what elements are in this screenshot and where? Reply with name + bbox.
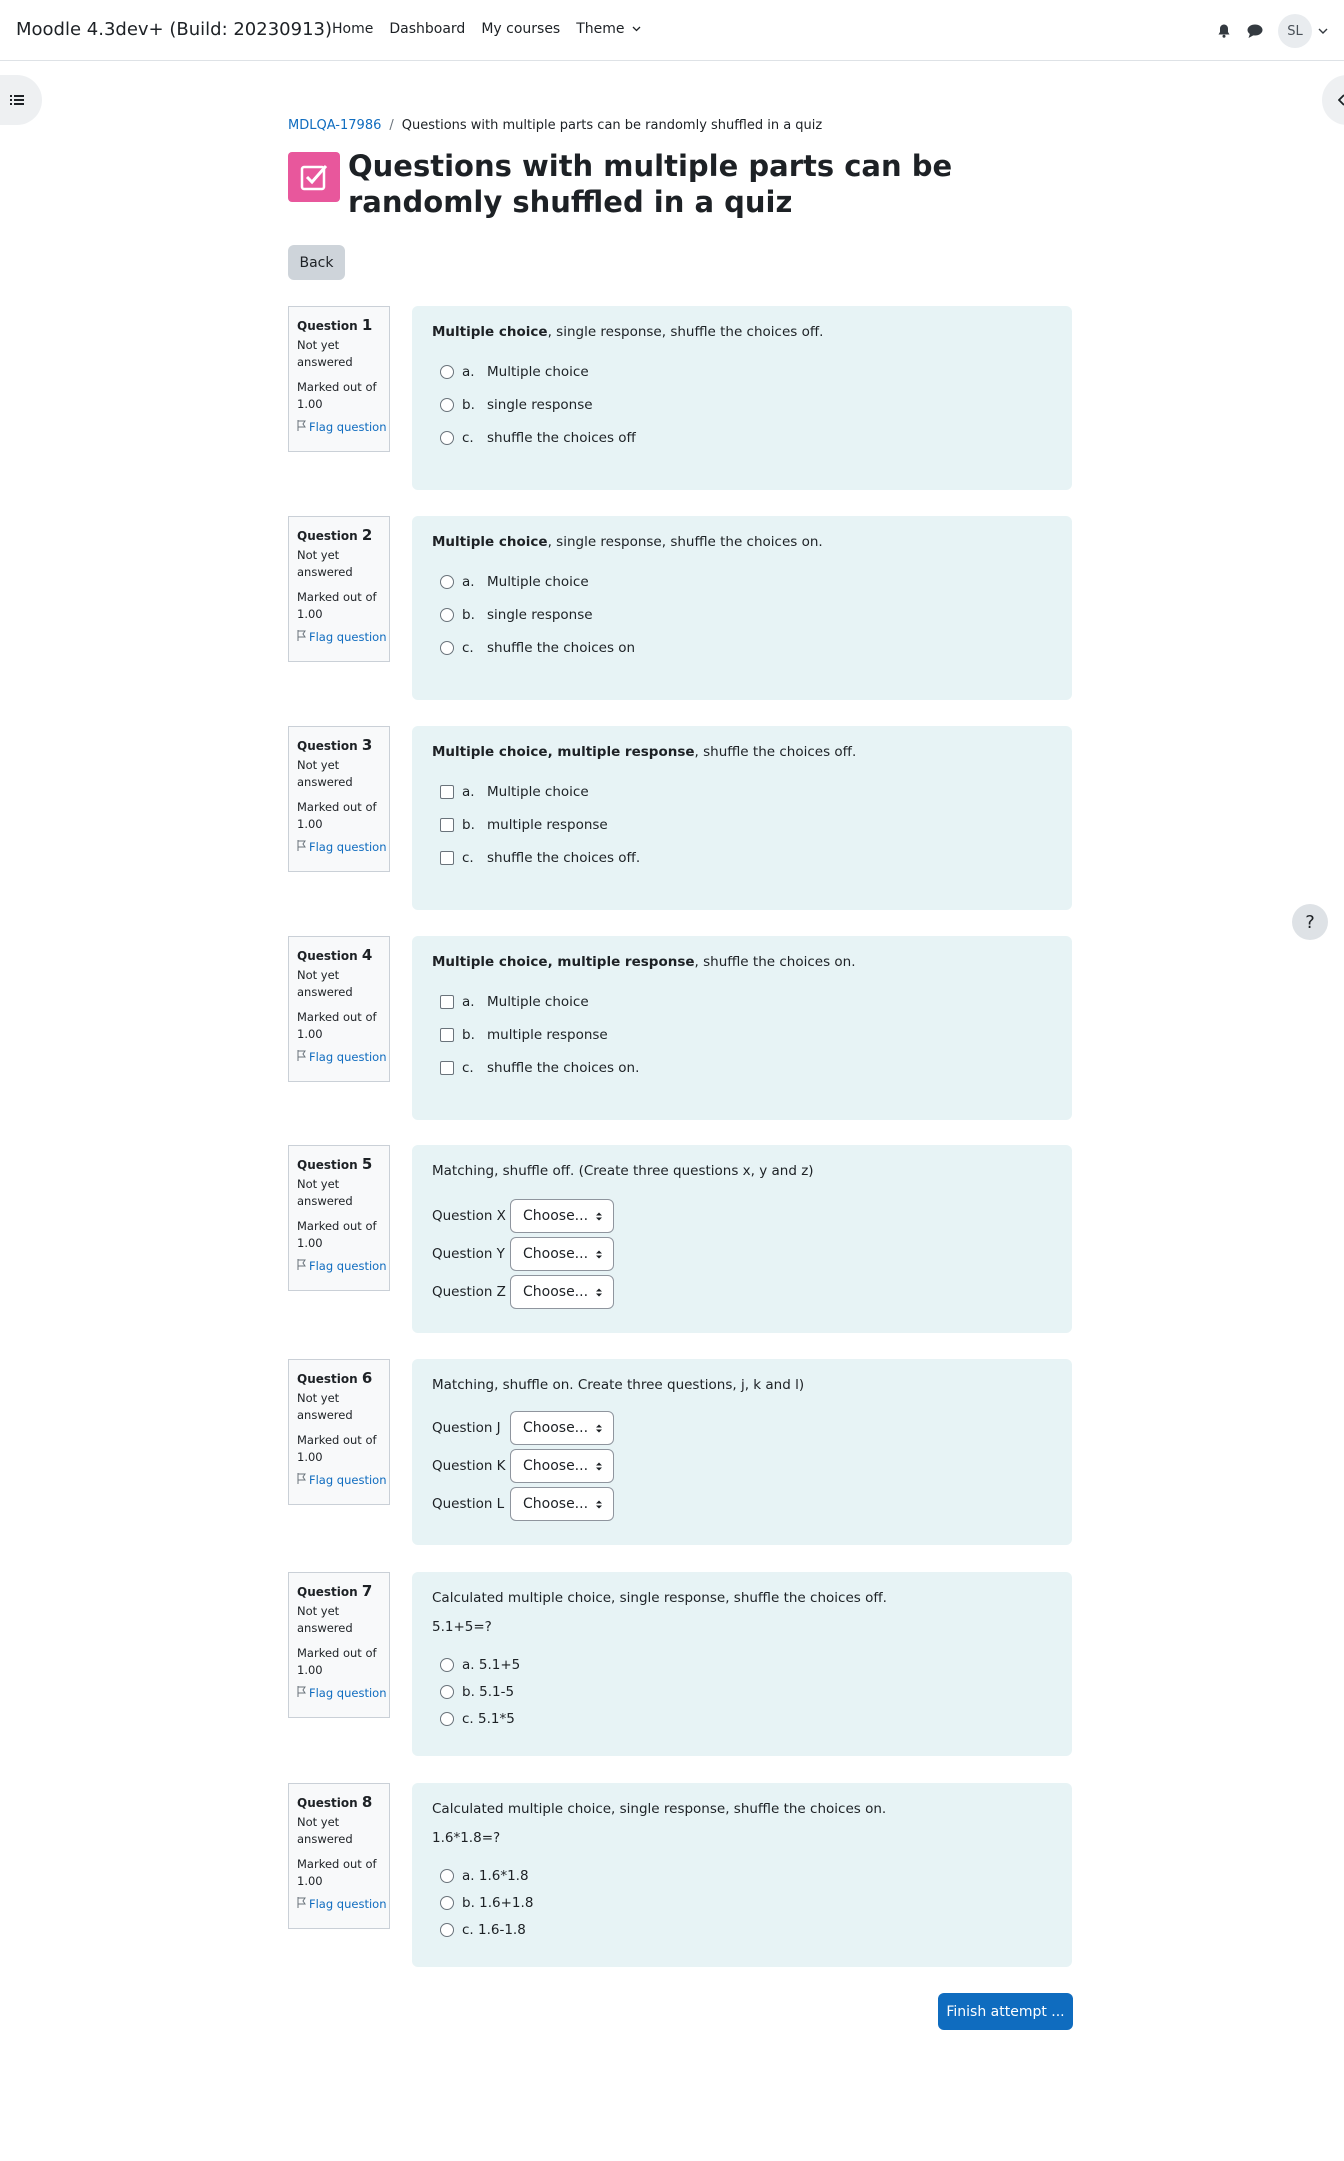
checkbox[interactable] bbox=[440, 1028, 454, 1042]
question-state: Not yet answered bbox=[297, 338, 353, 369]
primary-navigation bbox=[332, 21, 641, 37]
question-info bbox=[288, 936, 390, 1082]
nav-dashboard[interactable]: Dashboard bbox=[389, 21, 466, 37]
radio-button[interactable] bbox=[440, 365, 454, 379]
checkbox[interactable] bbox=[440, 995, 454, 1009]
question-formula: 5.1+5=? bbox=[432, 1619, 492, 1635]
flag-icon bbox=[297, 840, 306, 851]
matching-row bbox=[432, 1273, 1052, 1311]
matching-label: Question L bbox=[432, 1496, 505, 1512]
question-content bbox=[412, 1359, 1072, 1545]
question-text: Multiple choice, single response, shuffle the choices off. bbox=[432, 324, 824, 340]
choose-select[interactable]: Choose... bbox=[510, 1275, 614, 1309]
matching-row bbox=[432, 1197, 1052, 1235]
matching-label: Question Y bbox=[432, 1246, 505, 1262]
choice-option[interactable]: a. 1.6*1.8 bbox=[432, 1862, 1052, 1889]
question-info bbox=[288, 726, 390, 872]
chevron-down-icon bbox=[1318, 28, 1328, 34]
breadcrumb bbox=[288, 118, 822, 133]
question-content bbox=[412, 936, 1072, 1120]
nav-theme-label: Theme bbox=[576, 21, 625, 37]
choice-option[interactable]: a. 5.1+5 bbox=[432, 1651, 1052, 1678]
flag-question-link[interactable]: Flag question bbox=[297, 419, 381, 436]
matching-row bbox=[432, 1447, 1052, 1485]
choice-option[interactable]: a. Multiple choice bbox=[432, 775, 1052, 808]
choice-option[interactable]: b. 5.1-5 bbox=[432, 1678, 1052, 1705]
site-brand[interactable]: Moodle 4.3dev+ (Build: 20230913) bbox=[16, 19, 332, 40]
radio-button[interactable] bbox=[440, 1896, 454, 1910]
flag-question-link[interactable]: Flag question bbox=[297, 1049, 381, 1066]
radio-button[interactable] bbox=[440, 398, 454, 412]
matching-label: Question Z bbox=[432, 1284, 506, 1300]
flag-icon bbox=[297, 1259, 306, 1270]
choice-option[interactable]: b. multiple response bbox=[432, 808, 1052, 841]
choice-option[interactable]: a. Multiple choice bbox=[432, 355, 1052, 388]
choice-option[interactable]: a. Multiple choice bbox=[432, 565, 1052, 598]
matching-label: Question J bbox=[432, 1420, 501, 1436]
question-state: Not yet answered bbox=[297, 1391, 353, 1422]
question-content bbox=[412, 516, 1072, 700]
question-grade: Marked out of 1.00 bbox=[297, 800, 377, 831]
help-button[interactable]: ? bbox=[1292, 904, 1328, 940]
question-grade: Marked out of 1.00 bbox=[297, 1010, 377, 1041]
bell-icon[interactable] bbox=[1216, 23, 1232, 39]
choice-option[interactable]: b. single response bbox=[432, 388, 1052, 421]
user-menu[interactable] bbox=[1278, 14, 1328, 48]
flag-icon bbox=[297, 630, 306, 641]
question-state: Not yet answered bbox=[297, 548, 353, 579]
radio-button[interactable] bbox=[440, 608, 454, 622]
nav-my-courses[interactable]: My courses bbox=[481, 21, 561, 37]
sort-caret-icon bbox=[595, 1249, 603, 1260]
radio-button[interactable] bbox=[440, 575, 454, 589]
choice-option[interactable]: b. multiple response bbox=[432, 1018, 1052, 1051]
question-number: Question 3 bbox=[297, 736, 373, 754]
radio-button[interactable] bbox=[440, 1712, 454, 1726]
choose-select[interactable]: Choose... bbox=[510, 1411, 614, 1445]
choice-option[interactable]: c. 5.1*5 bbox=[432, 1705, 1052, 1732]
question-state: Not yet answered bbox=[297, 1177, 353, 1208]
chat-icon[interactable] bbox=[1246, 23, 1264, 39]
checkbox[interactable] bbox=[440, 818, 454, 832]
block-drawer-toggle[interactable] bbox=[1322, 75, 1344, 125]
matching-row bbox=[432, 1485, 1052, 1523]
checkbox[interactable] bbox=[440, 1061, 454, 1075]
choice-option[interactable]: c. shuffle the choices on. bbox=[432, 1051, 1052, 1084]
sort-caret-icon bbox=[595, 1499, 603, 1510]
sort-caret-icon bbox=[595, 1211, 603, 1222]
page-title: Questions with multiple parts can be randomly shuffled in a quiz bbox=[348, 149, 953, 219]
question-number: Question 4 bbox=[297, 946, 373, 964]
nav-theme[interactable] bbox=[576, 21, 641, 37]
radio-button[interactable] bbox=[440, 1685, 454, 1699]
question-content bbox=[412, 726, 1072, 910]
choice-option[interactable]: b. single response bbox=[432, 598, 1052, 631]
flag-question-link[interactable]: Flag question bbox=[297, 629, 381, 646]
question-info bbox=[288, 1359, 390, 1505]
question-content bbox=[412, 1783, 1072, 1967]
radio-button[interactable] bbox=[440, 1869, 454, 1883]
checkbox[interactable] bbox=[440, 851, 454, 865]
question-number: Question 7 bbox=[297, 1582, 373, 1600]
radio-button[interactable] bbox=[440, 1923, 454, 1937]
question-content bbox=[412, 1572, 1072, 1756]
question-formula: 1.6*1.8=? bbox=[432, 1830, 501, 1846]
choice-option[interactable]: c. shuffle the choices off. bbox=[432, 841, 1052, 874]
question-state: Not yet answered bbox=[297, 758, 353, 789]
question-text: Multiple choice, multiple response, shuffle the choices off. bbox=[432, 744, 857, 760]
radio-button[interactable] bbox=[440, 431, 454, 445]
question-number: Question 1 bbox=[297, 316, 373, 334]
question-state: Not yet answered bbox=[297, 1815, 353, 1846]
question-info bbox=[288, 516, 390, 662]
matching-label: Question K bbox=[432, 1458, 506, 1474]
question-state: Not yet answered bbox=[297, 1604, 353, 1635]
choose-select[interactable]: Choose... bbox=[510, 1487, 614, 1521]
question-text: Matching, shuffle off. (Create three questions x, y and z) bbox=[432, 1163, 814, 1179]
course-index-toggle[interactable] bbox=[0, 75, 42, 125]
flag-question-link[interactable]: Flag question bbox=[297, 1896, 381, 1913]
question-number: Question 8 bbox=[297, 1793, 373, 1811]
question-info bbox=[288, 306, 390, 452]
question-text: Calculated multiple choice, single response, shuffle the choices on. bbox=[432, 1801, 887, 1817]
breadcrumb-separator: / bbox=[389, 118, 394, 133]
question-number: Question 5 bbox=[297, 1155, 373, 1173]
question-state: Not yet answered bbox=[297, 968, 353, 999]
flag-icon bbox=[297, 1050, 306, 1061]
choice-option[interactable]: c. shuffle the choices on bbox=[432, 631, 1052, 664]
question-info bbox=[288, 1783, 390, 1929]
finish-attempt-button[interactable]: Finish attempt ... bbox=[938, 1993, 1073, 2030]
question-content bbox=[412, 1145, 1072, 1333]
question-number: Question 2 bbox=[297, 526, 373, 544]
question-text: Multiple choice, multiple response, shuffle the choices on. bbox=[432, 954, 856, 970]
matching-row bbox=[432, 1235, 1052, 1273]
choice-option[interactable]: c. shuffle the choices off bbox=[432, 421, 1052, 454]
flag-icon bbox=[297, 1473, 306, 1484]
chevron-down-icon bbox=[632, 26, 641, 32]
question-grade: Marked out of 1.00 bbox=[297, 1646, 377, 1677]
checkbox[interactable] bbox=[440, 785, 454, 799]
sort-caret-icon bbox=[595, 1423, 603, 1434]
question-grade: Marked out of 1.00 bbox=[297, 590, 377, 621]
list-icon bbox=[9, 93, 25, 107]
flag-question-link[interactable]: Flag question bbox=[297, 839, 381, 856]
sort-caret-icon bbox=[595, 1287, 603, 1298]
choice-option[interactable]: c. 1.6-1.8 bbox=[432, 1916, 1052, 1943]
question-info bbox=[288, 1145, 390, 1291]
question-text: Calculated multiple choice, single response, shuffle the choices off. bbox=[432, 1590, 887, 1606]
question-grade: Marked out of 1.00 bbox=[297, 380, 377, 411]
matching-label: Question X bbox=[432, 1208, 506, 1224]
radio-button[interactable] bbox=[440, 641, 454, 655]
choose-select[interactable]: Choose... bbox=[510, 1199, 614, 1233]
question-grade: Marked out of 1.00 bbox=[297, 1219, 377, 1250]
question-text: Matching, shuffle on. Create three questions, j, k and l) bbox=[432, 1377, 805, 1393]
choice-option[interactable]: b. 1.6+1.8 bbox=[432, 1889, 1052, 1916]
choose-select[interactable]: Choose... bbox=[510, 1449, 614, 1483]
radio-button[interactable] bbox=[440, 1658, 454, 1672]
user-navigation bbox=[1216, 14, 1328, 48]
flag-icon bbox=[297, 1897, 306, 1908]
flag-icon bbox=[297, 1686, 306, 1697]
breadcrumb-course-link[interactable]: MDLQA-17986 bbox=[288, 118, 382, 133]
flag-question-link[interactable]: Flag question bbox=[297, 1258, 381, 1275]
quiz-icon bbox=[288, 152, 340, 202]
avatar: SL bbox=[1278, 14, 1312, 48]
top-navbar bbox=[0, 0, 1344, 61]
back-button[interactable]: Back bbox=[288, 245, 345, 280]
question-content bbox=[412, 306, 1072, 490]
nav-home[interactable]: Home bbox=[332, 21, 374, 37]
flag-icon bbox=[297, 420, 306, 431]
question-number: Question 6 bbox=[297, 1369, 373, 1387]
question-info bbox=[288, 1572, 390, 1718]
matching-row bbox=[432, 1409, 1052, 1447]
question-grade: Marked out of 1.00 bbox=[297, 1857, 377, 1888]
flag-question-link[interactable]: Flag question bbox=[297, 1472, 381, 1489]
breadcrumb-current: Questions with multiple parts can be randomly shuffled in a quiz bbox=[401, 118, 823, 133]
chevron-left-icon bbox=[1338, 94, 1344, 106]
choice-option[interactable]: a. Multiple choice bbox=[432, 985, 1052, 1018]
sort-caret-icon bbox=[595, 1461, 603, 1472]
question-text: Multiple choice, single response, shuffle the choices on. bbox=[432, 534, 823, 550]
choose-select[interactable]: Choose... bbox=[510, 1237, 614, 1271]
flag-question-link[interactable]: Flag question bbox=[297, 1685, 381, 1702]
question-grade: Marked out of 1.00 bbox=[297, 1433, 377, 1464]
